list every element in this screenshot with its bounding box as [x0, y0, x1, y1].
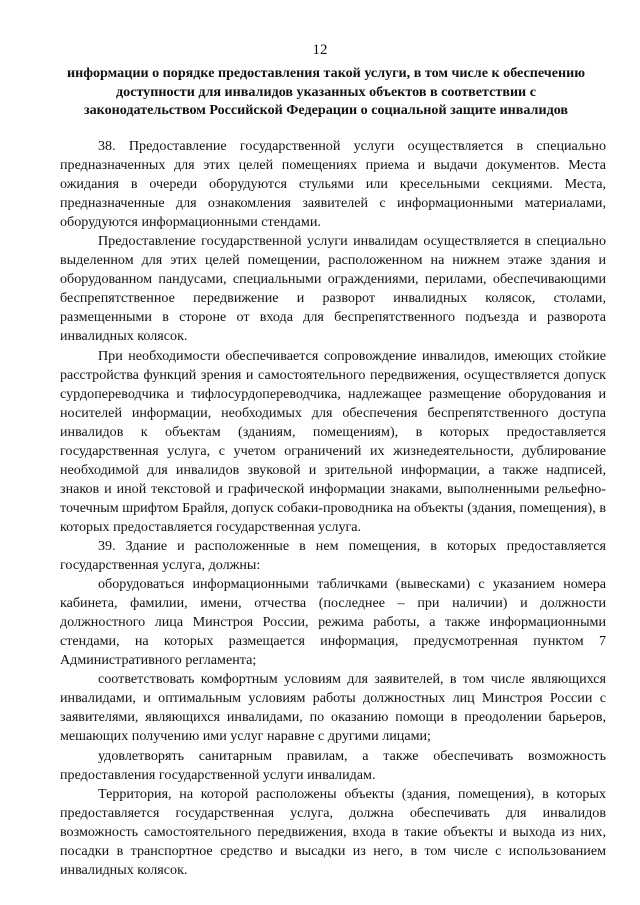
list-item-signage: оборудоваться информационными табличками (вывесками) с указанием номера кабинета, фамилии, имени, отчества (последнее – при наличии) и должности должностного лица Минстроя России, режима работы, а также информационными стендами, на которых размещается информация, предусмотренная пунктом 7 Административного регламента;	[60, 576, 606, 669]
paragraph-39: 39. Здание и расположенные в нем помещения, в которых предоставляется государственная услуга, должны:	[60, 537, 606, 574]
paragraph-territory: Территория, на которой расположены объекты (здания, помещения), в которых предоставляется государственная услуга, должна обеспечивать для инвалидов возможность самостоятельного передвижения, входа в такие объекты и выхода из них, посадки в транспортное средство и высадки из него, в том числе с использованием инвалидных колясок.	[60, 785, 606, 878]
section-heading: информации о порядке предоставления такой услуги, в том числе к обеспечению доступности для инвалидов указанных объектов в соответствии с законодательством Российской Федерации о социальной защите инвалидов	[67, 65, 585, 118]
paragraph-38: 38. Предоставление государственной услуги осуществляется в специально предназначенных для этих целей помещениях приема и выдачи документов. Места ожидания в очереди оборудуются стульями или кресельными секциями. Места, предназначенные для ознакомления заявителей с информационными материалами, оборудуются информационными стендами.	[60, 138, 606, 231]
document-body	[60, 137, 606, 880]
list-item-comfort: соответствовать комфортным условиям для заявителей, в том числе являющихся инвалидами, и оптимальным условиям работы должностных лиц Минстроя России с заявителями, являющихся инвалидами, по оказанию помощи в преодолении барьеров, мешающих получению ими услуг наравне с другими лицами;	[60, 671, 606, 745]
paragraph-accessibility-room: Предоставление государственной услуги инвалидам осуществляется в специально выделенном для этих целей помещении, расположенном на нижнем этаже здания и оборудованном пандусами, специальными ограждениями, перилами, обеспечивающими беспрепятственное передвижение и разворот инвалидных колясок, столами, размещенными в стороне от входа для беспрепятственного подъезда и разворота инвалидных колясок.	[60, 233, 606, 345]
page-number: 12	[312, 42, 328, 58]
list-item-sanitary: удовлетворять санитарным правилам, а также обеспечивать возможность предоставления государственной услуги инвалидам.	[60, 747, 606, 783]
paragraph-escort: При необходимости обеспечивается сопровождение инвалидов, имеющих стойкие расстройства функций зрения и самостоятельного передвижения, осуществляется допуск сурдопереводчика и тифлосурдопереводчика, надлежащее размещение оборудования и носителей информации, необходимых для обеспечения беспрепятственного доступа инвалидов к объектам (зданиям, помещениям), в которых предоставляется государственная услуга, с учетом ограничений их жизнедеятельности, дублирование необходимой для инвалидов звуковой и зрительной информации, а также надписей, знаков и иной текстовой и графической информации знаками, выполненными рельефно-точечным шрифтом Брайля, допуск собаки-проводника на объекты (здания, помещения), в которых предоставляется государственная услуга.	[60, 347, 606, 535]
